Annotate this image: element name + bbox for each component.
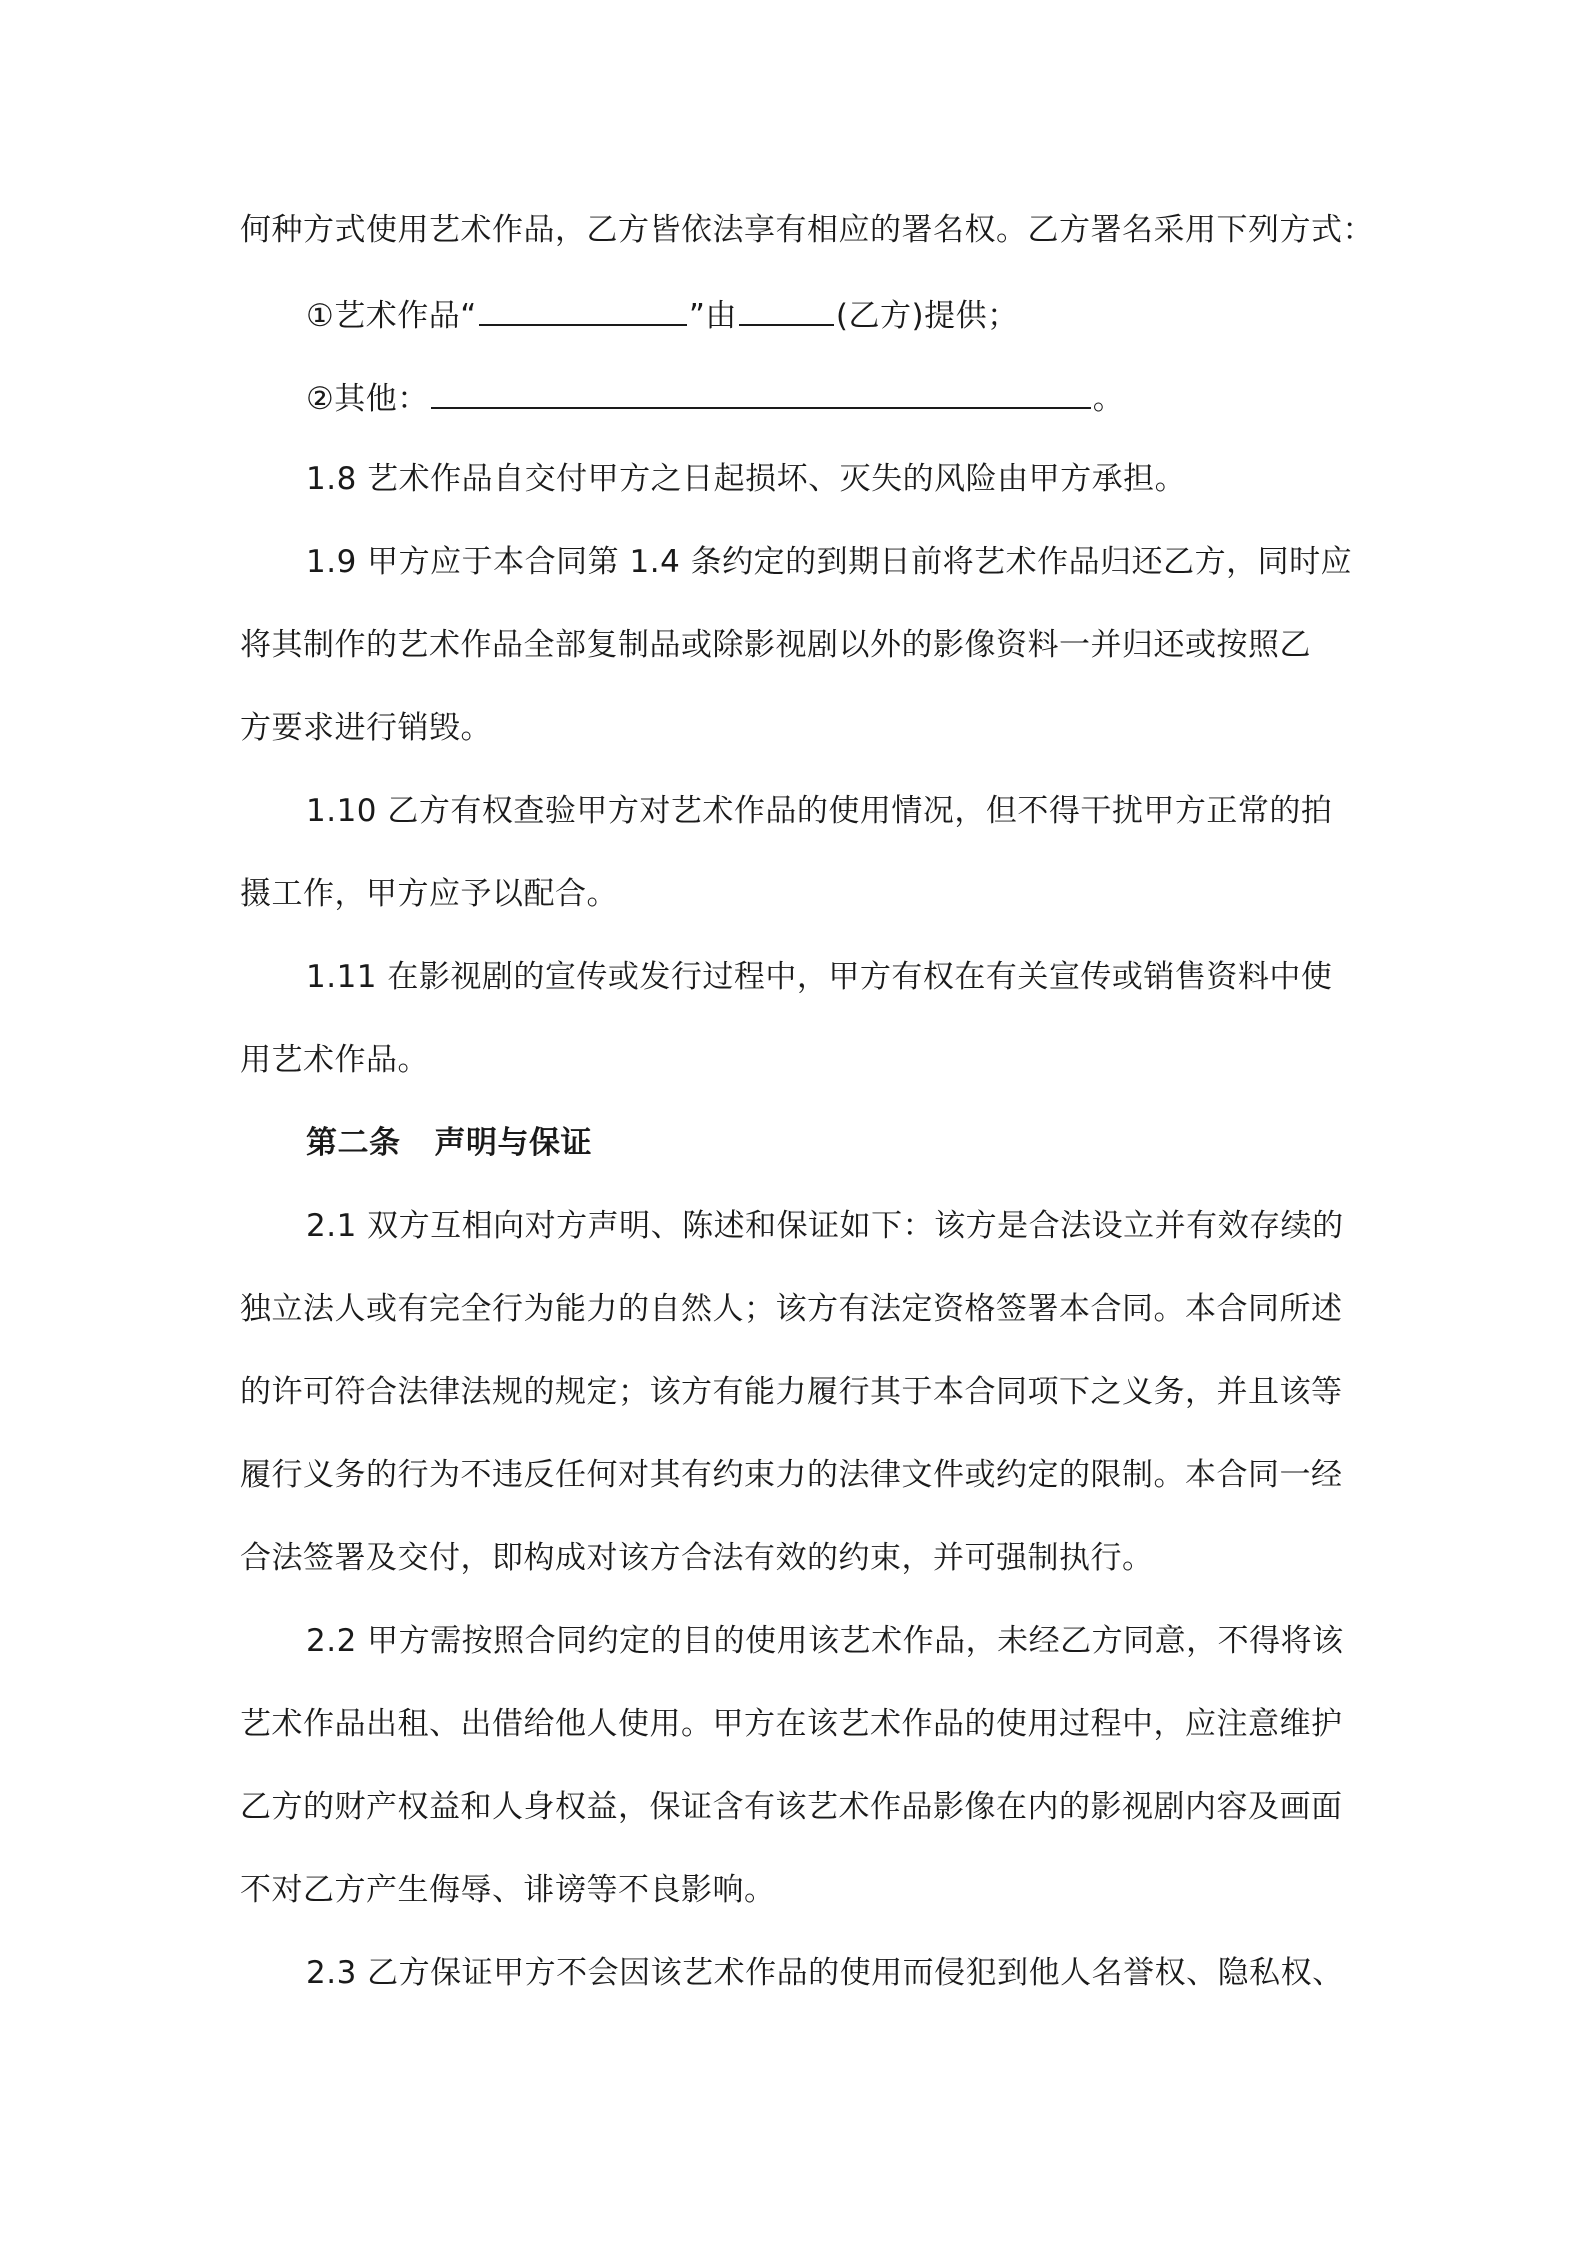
paragraph-line: 艺术作品出租、出借给他人使用。甲方在该艺术作品的使用过程中，应注意维护 xyxy=(240,1706,1343,1742)
section-heading xyxy=(240,1118,1352,1201)
paragraph-line: 乙方的财产权益和人身权益，保证含有该艺术作品影像在内的影视剧内容及画面 xyxy=(240,1789,1343,1825)
paragraph-line: 将其制作的艺术作品全部复制品或除影视剧以外的影像资料一并归还或按照乙 xyxy=(240,627,1311,663)
clause-2-1: 2.1 双方互相向对方声明、陈述和保证如下：该方是合法设立并有效存续的 xyxy=(306,1208,1344,1244)
provider-blank xyxy=(739,288,834,326)
paragraph-line: 的许可符合法律法规的规定；该方有能力履行其于本合同项下之义务，并且该等 xyxy=(240,1374,1343,1410)
paragraph-line: 用艺术作品。 xyxy=(240,1042,429,1078)
paragraph-line: 摄工作，甲方应予以配合。 xyxy=(240,876,618,912)
clause-2-3: 2.3 乙方保证甲方不会因该艺术作品的使用而侵犯到他人名誉权、隐私权、 xyxy=(306,1955,1344,1991)
section-title: 声明与保证 xyxy=(434,1125,592,1161)
clause-1-10: 1.10 乙方有权查验甲方对艺术作品的使用情况，但不得干扰甲方正常的拍 xyxy=(306,793,1333,829)
signature-option-1 xyxy=(240,288,1352,371)
clause-1-8: 1.8 艺术作品自交付甲方之日起损坏、灭失的风险由甲方承担。 xyxy=(306,461,1187,497)
paragraph-line: 方要求进行销毁。 xyxy=(240,710,492,746)
paragraph-line: 独立法人或有完全行为能力的自然人；该方有法定资格签署本合同。本合同所述 xyxy=(240,1291,1343,1327)
section-number: 第二条 xyxy=(306,1125,401,1161)
paragraph-line: 何种方式使用艺术作品，乙方皆依法享有相应的署名权。乙方署名采用下列方式： xyxy=(240,212,1374,248)
signature-option-2 xyxy=(240,371,1352,454)
option-2-prefix: ②其他： xyxy=(306,381,429,417)
paragraph-line: 合法签署及交付，即构成对该方合法有效的约束，并可强制执行。 xyxy=(240,1540,1154,1576)
paragraph-line: 不对乙方产生侮辱、诽谤等不良影响。 xyxy=(240,1872,776,1908)
clause-2-2: 2.2 甲方需按照合同约定的目的使用该艺术作品，未经乙方同意，不得将该 xyxy=(306,1623,1344,1659)
artwork-name-blank xyxy=(479,288,687,326)
option-1-suffix: (乙方)提供； xyxy=(835,298,1019,334)
document-page xyxy=(240,205,1374,2031)
clause-1-11: 1.11 在影视剧的宣传或发行过程中，甲方有权在有关宣传或销售资料中使 xyxy=(306,959,1333,995)
option-1-prefix: ①艺术作品“ xyxy=(306,298,477,334)
clause-1-9: 1.9 甲方应于本合同第 1.4 条约定的到期日前将艺术作品归还乙方，同时应 xyxy=(306,544,1353,580)
option-1-middle: ”由 xyxy=(688,298,737,334)
paragraph-line: 履行义务的行为不违反任何对其有约束力的法律文件或约定的限制。本合同一经 xyxy=(240,1457,1343,1493)
option-2-suffix: 。 xyxy=(1092,381,1125,417)
other-method-blank xyxy=(431,371,1091,409)
